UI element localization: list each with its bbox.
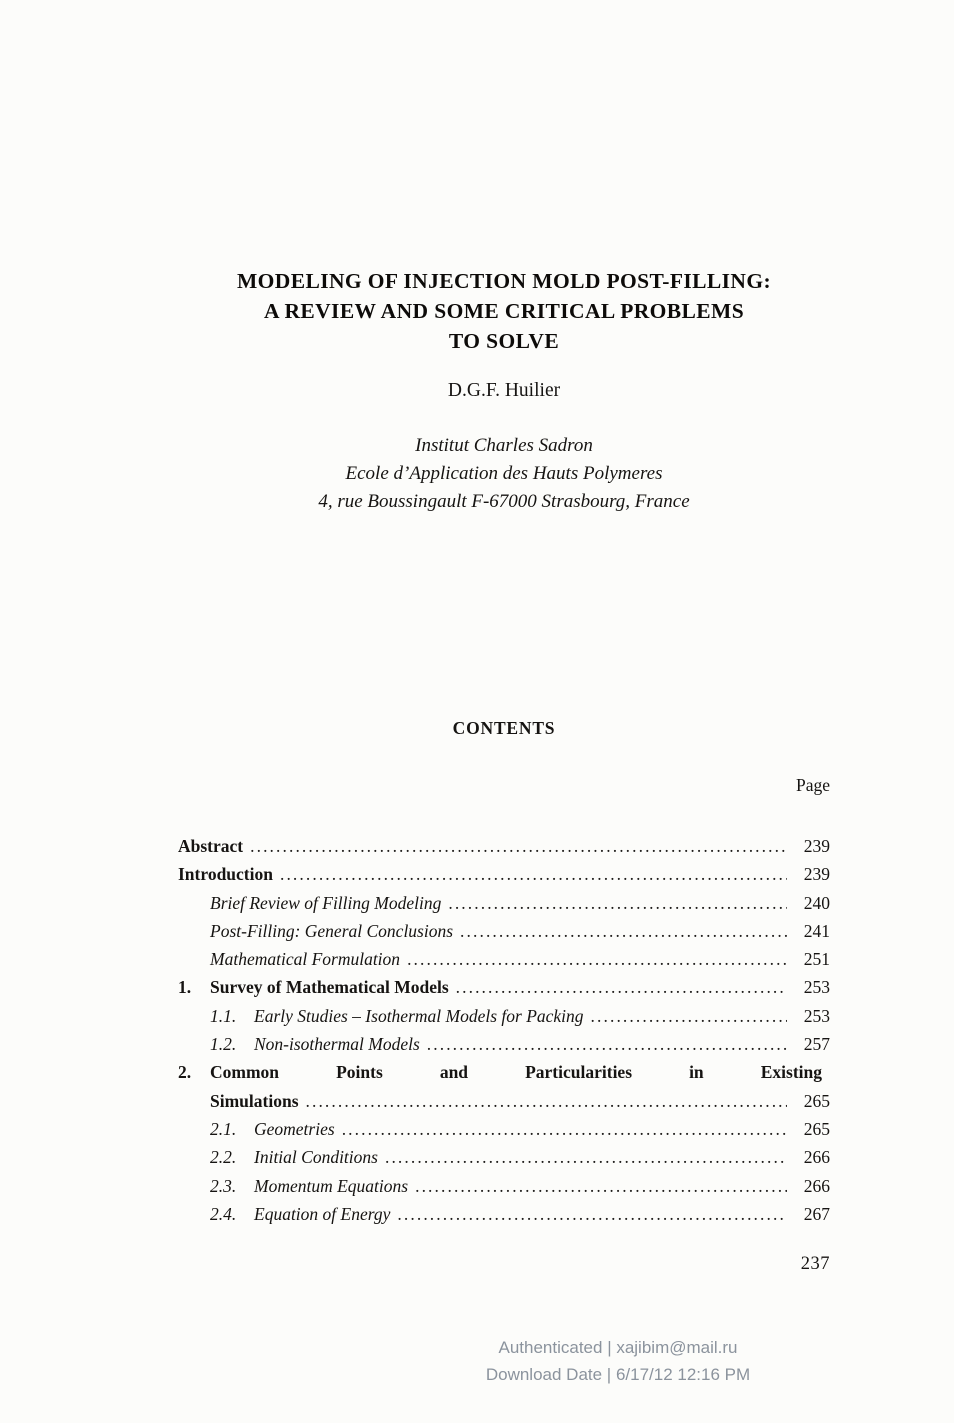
toc-entry-page: 239 [803,836,830,856]
dot-leader [250,832,787,860]
toc-entry-label: Brief Review of Filling Modeling [210,892,442,913]
toc-entry-page: 266 [803,1175,830,1196]
toc-entry-page: 241 [803,920,830,941]
dot-leader [415,1172,787,1200]
toc-entry [178,1143,830,1171]
affiliation-block [178,432,830,516]
dot-leader [591,1002,787,1030]
toc-entry-number: 1.1. [210,1005,237,1026]
dot-leader [460,917,787,945]
toc-entry-number: 2.3. [210,1175,237,1196]
page-number: 237 [800,1254,830,1275]
toc-entry-page: 240 [803,892,830,913]
toc-entry-page: 266 [803,1147,830,1168]
toc-entry [178,889,830,917]
toc-entry-label: Equation of Energy [254,1203,391,1224]
toc-entry-first-line [178,1058,830,1086]
dot-leader [397,1200,787,1228]
toc-entry-second-line [178,1087,830,1115]
toc-entry [178,945,830,973]
page-column-label: Page [795,775,830,795]
dot-leader [385,1143,787,1171]
toc-entry-page: 257 [803,1034,830,1055]
dot-leader [342,1115,787,1143]
toc-entry-number: 2.2. [210,1147,237,1168]
affiliation-line: 4, rue Boussingault F-67000 Strasbourg, France [318,491,690,512]
stamp-download-date-line: Download Date | 6/17/12 12:16 PM [485,1365,751,1384]
toc-entry-number: 2.4. [210,1203,237,1224]
toc-entry-label: Early Studies – Isothermal Models for Packing [254,1005,584,1026]
dot-leader [427,1030,787,1058]
affiliation-line: Institut Charles Sadron [415,435,593,456]
toc-entry [178,860,830,888]
dot-leader [448,889,787,917]
toc-entry-label: Mathematical Formulation [210,949,401,970]
toc-entry-label: Geometries [254,1118,335,1139]
paper-title [178,266,830,356]
affiliation-line: Ecole d’Application des Hauts Polymeres [345,463,663,484]
paper-title-line: TO SOLVE [448,329,560,353]
toc-entry-number: 1. [178,977,192,998]
toc-entry [178,1200,830,1228]
toc-entry-label-line1: Common Points and Particularities in Existing [210,1062,822,1083]
toc-entry-label: Momentum Equations [254,1175,409,1196]
dot-leader [407,945,787,973]
toc-entry-page: 239 [803,864,830,885]
toc-entry [178,917,830,945]
paper-title-line: MODELING OF INJECTION MOLD POST-FILLING: [236,269,772,293]
authentication-stamp [486,1334,750,1388]
toc-entry-label: Non-isothermal Models [254,1034,420,1055]
content-column [178,0,830,1275]
toc-entry-two-line [178,1058,830,1115]
toc-entry-label: Initial Conditions [254,1147,378,1168]
toc-entry [178,1030,830,1058]
toc-entry-label: Simulations [210,1090,299,1111]
toc-entry-page: 251 [803,949,830,970]
toc-entry-label: Abstract [178,836,244,856]
toc-entry-number: 1.2. [210,1034,237,1055]
toc-entry-number: 2.1. [210,1118,237,1139]
table-of-contents [178,832,830,1228]
dot-leader [306,1087,788,1115]
contents-heading: CONTENTS [452,718,556,738]
toc-entry-label: Post-Filling: General Conclusions [210,920,454,941]
toc-entry-page: 253 [803,1005,830,1026]
author-name: D.G.F. Huilier [447,380,561,401]
toc-entry-page: 265 [803,1090,830,1111]
toc-entry-number: 2. [178,1062,192,1083]
toc-entry [178,973,830,1001]
dot-leader [280,860,787,888]
toc-entry [178,1002,830,1030]
dot-leader [456,973,787,1001]
toc-entry-page: 267 [803,1203,830,1224]
toc-entry [178,1172,830,1200]
toc-entry-label: Survey of Mathematical Models [210,977,449,998]
toc-entry-page: 265 [803,1118,830,1139]
toc-entry-page: 253 [803,977,830,998]
toc-entry [178,1115,830,1143]
toc-entry [178,832,830,860]
toc-entry-label: Introduction [178,864,273,885]
paper-title-line: A REVIEW AND SOME CRITICAL PROBLEMS [263,299,745,323]
stamp-authenticated-line: Authenticated | xajibim@mail.ru [498,1338,738,1357]
